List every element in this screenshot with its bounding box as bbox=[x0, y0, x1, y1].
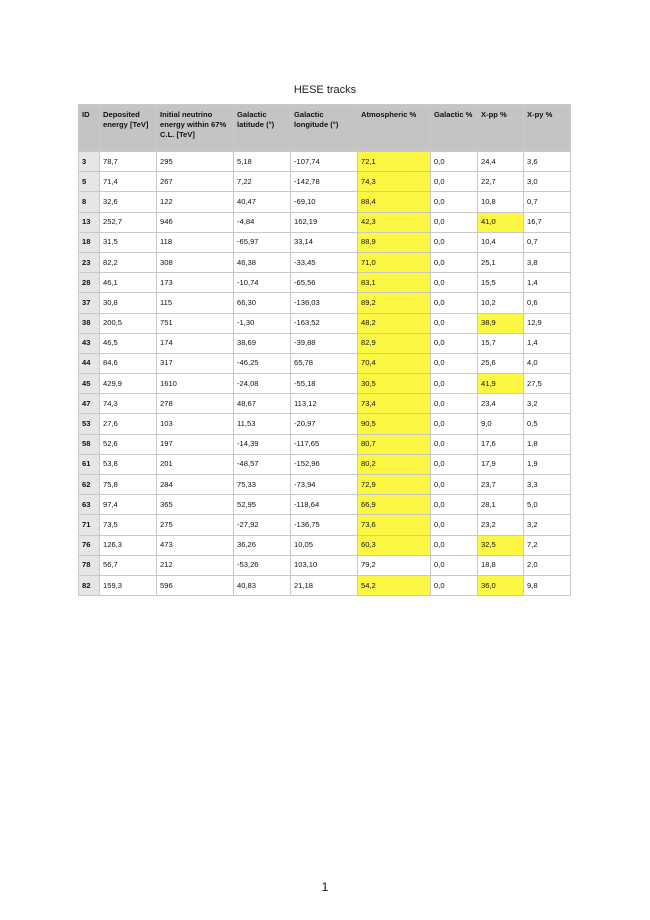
table-cell: 0,0 bbox=[431, 414, 478, 434]
table-cell: 0,0 bbox=[431, 212, 478, 232]
table-cell: 596 bbox=[157, 575, 234, 595]
table-cell: 54,2 bbox=[358, 575, 431, 595]
table-cell: 48,67 bbox=[234, 394, 291, 414]
table-cell: 365 bbox=[157, 495, 234, 515]
table-row bbox=[79, 374, 571, 394]
table-cell: 3,3 bbox=[524, 475, 571, 495]
table-cell: 0,0 bbox=[431, 434, 478, 454]
table-cell: 3,2 bbox=[524, 515, 571, 535]
table-cell: 0,6 bbox=[524, 293, 571, 313]
table-row bbox=[79, 293, 571, 313]
table-cell: 75,8 bbox=[100, 475, 157, 495]
table-cell: 88,9 bbox=[358, 232, 431, 252]
table-cell: 1610 bbox=[157, 374, 234, 394]
table-cell: 73,6 bbox=[358, 515, 431, 535]
table-cell: 7,22 bbox=[234, 172, 291, 192]
table-row bbox=[79, 313, 571, 333]
row-id-cell: 18 bbox=[79, 232, 100, 252]
page-title: HESE tracks bbox=[293, 84, 357, 96]
column-header: Galactic latitude (°) bbox=[234, 105, 291, 152]
table-cell: 278 bbox=[157, 394, 234, 414]
table-cell: 946 bbox=[157, 212, 234, 232]
table-cell: 70,4 bbox=[358, 353, 431, 373]
table-cell: 275 bbox=[157, 515, 234, 535]
row-id-cell: 28 bbox=[79, 273, 100, 293]
table-cell: 60,3 bbox=[358, 535, 431, 555]
column-header: X-pp % bbox=[478, 105, 524, 152]
table-cell: -33,45 bbox=[291, 252, 358, 272]
table-cell: 75,33 bbox=[234, 475, 291, 495]
table-cell: -14,39 bbox=[234, 434, 291, 454]
table-cell: 0,0 bbox=[431, 293, 478, 313]
table-cell: 751 bbox=[157, 313, 234, 333]
table-cell: 0,0 bbox=[431, 495, 478, 515]
table-cell: 40,47 bbox=[234, 192, 291, 212]
table-cell: 52,6 bbox=[100, 434, 157, 454]
table-row bbox=[79, 394, 571, 414]
table-cell: 0,0 bbox=[431, 535, 478, 555]
table-cell: -20,97 bbox=[291, 414, 358, 434]
table-cell: 52,95 bbox=[234, 495, 291, 515]
table-cell: 0,5 bbox=[524, 414, 571, 434]
table-cell: 71,4 bbox=[100, 172, 157, 192]
table-cell: 174 bbox=[157, 333, 234, 353]
table-cell: 0,0 bbox=[431, 152, 478, 172]
page-number: 1 bbox=[321, 880, 329, 894]
table-cell: 42,3 bbox=[358, 212, 431, 232]
table-cell: 30,8 bbox=[100, 293, 157, 313]
table-row bbox=[79, 454, 571, 474]
table-row bbox=[79, 333, 571, 353]
table-cell: 24,4 bbox=[478, 152, 524, 172]
table-cell: 38,9 bbox=[478, 313, 524, 333]
table-cell: -152,96 bbox=[291, 454, 358, 474]
table-cell: 48,2 bbox=[358, 313, 431, 333]
table-cell: 0,7 bbox=[524, 232, 571, 252]
table-cell: -118,64 bbox=[291, 495, 358, 515]
column-header: ID bbox=[79, 105, 100, 152]
row-id-cell: 44 bbox=[79, 353, 100, 373]
table-cell: 74,3 bbox=[358, 172, 431, 192]
table-cell: 53,8 bbox=[100, 454, 157, 474]
row-id-cell: 82 bbox=[79, 575, 100, 595]
row-id-cell: 8 bbox=[79, 192, 100, 212]
table-cell: -48,57 bbox=[234, 454, 291, 474]
table-cell: 126,3 bbox=[100, 535, 157, 555]
table-cell: 41,0 bbox=[478, 212, 524, 232]
table-cell: 0,0 bbox=[431, 273, 478, 293]
table-cell: 31,5 bbox=[100, 232, 157, 252]
table-cell: 36,0 bbox=[478, 575, 524, 595]
row-id-cell: 43 bbox=[79, 333, 100, 353]
table-row bbox=[79, 535, 571, 555]
table-cell: 173 bbox=[157, 273, 234, 293]
table-cell: -65,97 bbox=[234, 232, 291, 252]
table-cell: 16,7 bbox=[524, 212, 571, 232]
table-cell: 23,4 bbox=[478, 394, 524, 414]
table-cell: -107,74 bbox=[291, 152, 358, 172]
table-row bbox=[79, 353, 571, 373]
table-cell: 200,5 bbox=[100, 313, 157, 333]
row-id-cell: 78 bbox=[79, 555, 100, 575]
table-cell: 0,0 bbox=[431, 575, 478, 595]
table-cell: 40,83 bbox=[234, 575, 291, 595]
column-header: Deposited energy [TeV] bbox=[100, 105, 157, 152]
table-cell: -1,30 bbox=[234, 313, 291, 333]
table-cell: 159,3 bbox=[100, 575, 157, 595]
row-id-cell: 62 bbox=[79, 475, 100, 495]
table-cell: 0,0 bbox=[431, 515, 478, 535]
table-cell: 12,9 bbox=[524, 313, 571, 333]
table-cell: 308 bbox=[157, 252, 234, 272]
table-cell: 66,9 bbox=[358, 495, 431, 515]
table-row bbox=[79, 495, 571, 515]
table-cell: 46,1 bbox=[100, 273, 157, 293]
row-id-cell: 58 bbox=[79, 434, 100, 454]
table-cell: -136,75 bbox=[291, 515, 358, 535]
table-cell: 284 bbox=[157, 475, 234, 495]
table-cell: 201 bbox=[157, 454, 234, 474]
table-cell: 212 bbox=[157, 555, 234, 575]
table-cell: 0,7 bbox=[524, 192, 571, 212]
table-row bbox=[79, 555, 571, 575]
table-cell: 23,2 bbox=[478, 515, 524, 535]
table-row bbox=[79, 273, 571, 293]
table-cell: 83,1 bbox=[358, 273, 431, 293]
table-cell: -142,78 bbox=[291, 172, 358, 192]
table-row bbox=[79, 192, 571, 212]
table-cell: 21,18 bbox=[291, 575, 358, 595]
table-cell: 10,2 bbox=[478, 293, 524, 313]
table-cell: 88,4 bbox=[358, 192, 431, 212]
table-cell: 15,7 bbox=[478, 333, 524, 353]
table-cell: 0,0 bbox=[431, 394, 478, 414]
table-cell: 429,9 bbox=[100, 374, 157, 394]
table-cell: -117,65 bbox=[291, 434, 358, 454]
table-cell: 73,4 bbox=[358, 394, 431, 414]
table-cell: 72,9 bbox=[358, 475, 431, 495]
table-row bbox=[79, 515, 571, 535]
table-cell: 10,4 bbox=[478, 232, 524, 252]
table-body bbox=[79, 152, 571, 596]
table-cell: 3,6 bbox=[524, 152, 571, 172]
row-id-cell: 71 bbox=[79, 515, 100, 535]
table-cell: 74,3 bbox=[100, 394, 157, 414]
table-cell: -24,08 bbox=[234, 374, 291, 394]
table-cell: 23,7 bbox=[478, 475, 524, 495]
row-id-cell: 5 bbox=[79, 172, 100, 192]
column-header: Galactic % bbox=[431, 105, 478, 152]
table-cell: -10,74 bbox=[234, 273, 291, 293]
table-cell: -163,52 bbox=[291, 313, 358, 333]
table-cell: 97,4 bbox=[100, 495, 157, 515]
table-cell: 22,7 bbox=[478, 172, 524, 192]
row-id-cell: 37 bbox=[79, 293, 100, 313]
table-row bbox=[79, 475, 571, 495]
table-cell: -73,94 bbox=[291, 475, 358, 495]
table-cell: 5,18 bbox=[234, 152, 291, 172]
table-cell: 33,14 bbox=[291, 232, 358, 252]
table-cell: 2,0 bbox=[524, 555, 571, 575]
table-cell: 32,6 bbox=[100, 192, 157, 212]
table-cell: 80,2 bbox=[358, 454, 431, 474]
table-cell: 103,10 bbox=[291, 555, 358, 575]
table-cell: 0,0 bbox=[431, 475, 478, 495]
table-cell: 32,5 bbox=[478, 535, 524, 555]
table-cell: 18,8 bbox=[478, 555, 524, 575]
table-cell: 0,0 bbox=[431, 353, 478, 373]
table-cell: 30,5 bbox=[358, 374, 431, 394]
table-cell: 25,1 bbox=[478, 252, 524, 272]
table-cell: 38,69 bbox=[234, 333, 291, 353]
table-cell: 89,2 bbox=[358, 293, 431, 313]
table-cell: 66,30 bbox=[234, 293, 291, 313]
table-cell: 4,0 bbox=[524, 353, 571, 373]
table-cell: -65,56 bbox=[291, 273, 358, 293]
row-id-cell: 45 bbox=[79, 374, 100, 394]
column-header: Galactic longitude (°) bbox=[291, 105, 358, 152]
table-cell: 267 bbox=[157, 172, 234, 192]
table-cell: 28,1 bbox=[478, 495, 524, 515]
table-cell: -46,25 bbox=[234, 353, 291, 373]
table-cell: 7,2 bbox=[524, 535, 571, 555]
table-cell: 82,9 bbox=[358, 333, 431, 353]
table-cell: 252,7 bbox=[100, 212, 157, 232]
table-cell: -4,84 bbox=[234, 212, 291, 232]
table-cell: 27,6 bbox=[100, 414, 157, 434]
table-cell: 0,0 bbox=[431, 172, 478, 192]
table-cell: 0,0 bbox=[431, 232, 478, 252]
table-cell: 0,0 bbox=[431, 252, 478, 272]
table-cell: 80,7 bbox=[358, 434, 431, 454]
row-id-cell: 23 bbox=[79, 252, 100, 272]
table-cell: 84,6 bbox=[100, 353, 157, 373]
table-row bbox=[79, 212, 571, 232]
table-cell: 10,05 bbox=[291, 535, 358, 555]
table-cell: 5,0 bbox=[524, 495, 571, 515]
table-cell: 82,2 bbox=[100, 252, 157, 272]
table-cell: 103 bbox=[157, 414, 234, 434]
table-row bbox=[79, 152, 571, 172]
table-cell: 317 bbox=[157, 353, 234, 373]
column-header: X-py % bbox=[524, 105, 571, 152]
table-cell: 27,5 bbox=[524, 374, 571, 394]
table-cell: 0,0 bbox=[431, 555, 478, 575]
table-cell: 17,6 bbox=[478, 434, 524, 454]
table-cell: 11,53 bbox=[234, 414, 291, 434]
table-cell: 162,19 bbox=[291, 212, 358, 232]
table-cell: -53,26 bbox=[234, 555, 291, 575]
table-cell: 78,7 bbox=[100, 152, 157, 172]
table-cell: 0,0 bbox=[431, 454, 478, 474]
table-cell: 90,5 bbox=[358, 414, 431, 434]
table-cell: 15,5 bbox=[478, 273, 524, 293]
table-cell: 46,5 bbox=[100, 333, 157, 353]
table-cell: 56,7 bbox=[100, 555, 157, 575]
table-cell: 197 bbox=[157, 434, 234, 454]
row-id-cell: 76 bbox=[79, 535, 100, 555]
row-id-cell: 13 bbox=[79, 212, 100, 232]
table-cell: 115 bbox=[157, 293, 234, 313]
table-cell: 473 bbox=[157, 535, 234, 555]
column-header: Initial neutrino energy within 67% C.L. [TeV] bbox=[157, 105, 234, 152]
row-id-cell: 47 bbox=[79, 394, 100, 414]
table-cell: 17,9 bbox=[478, 454, 524, 474]
table-cell: 3,8 bbox=[524, 252, 571, 272]
table-cell: 10,8 bbox=[478, 192, 524, 212]
table-cell: 122 bbox=[157, 192, 234, 212]
row-id-cell: 61 bbox=[79, 454, 100, 474]
table-cell: 1,4 bbox=[524, 273, 571, 293]
table-cell: -27,92 bbox=[234, 515, 291, 535]
table-cell: 1,9 bbox=[524, 454, 571, 474]
table-cell: 9,8 bbox=[524, 575, 571, 595]
table-cell: 295 bbox=[157, 152, 234, 172]
table-row bbox=[79, 434, 571, 454]
table-cell: 46,38 bbox=[234, 252, 291, 272]
table-row bbox=[79, 252, 571, 272]
table-cell: 36,26 bbox=[234, 535, 291, 555]
table-cell: 65,78 bbox=[291, 353, 358, 373]
row-id-cell: 63 bbox=[79, 495, 100, 515]
table-row bbox=[79, 172, 571, 192]
table-cell: 73,5 bbox=[100, 515, 157, 535]
table-cell: 72,1 bbox=[358, 152, 431, 172]
table-cell: 118 bbox=[157, 232, 234, 252]
table-cell: 71,0 bbox=[358, 252, 431, 272]
column-header: Atmospheric % bbox=[358, 105, 431, 152]
table-cell: 25,6 bbox=[478, 353, 524, 373]
table-cell: 0,0 bbox=[431, 313, 478, 333]
table-cell: 0,0 bbox=[431, 374, 478, 394]
table-cell: -69,10 bbox=[291, 192, 358, 212]
table-cell: 113,12 bbox=[291, 394, 358, 414]
table-cell: 9,0 bbox=[478, 414, 524, 434]
table-cell: -136,03 bbox=[291, 293, 358, 313]
table-cell: 1,8 bbox=[524, 434, 571, 454]
table-row bbox=[79, 414, 571, 434]
row-id-cell: 53 bbox=[79, 414, 100, 434]
table-cell: 41,9 bbox=[478, 374, 524, 394]
table-row bbox=[79, 575, 571, 595]
table-cell: 3,0 bbox=[524, 172, 571, 192]
table-cell: -39,88 bbox=[291, 333, 358, 353]
table-cell: 0,0 bbox=[431, 333, 478, 353]
row-id-cell: 38 bbox=[79, 313, 100, 333]
table-cell: -55,18 bbox=[291, 374, 358, 394]
table-cell: 0,0 bbox=[431, 192, 478, 212]
table-cell: 79,2 bbox=[358, 555, 431, 575]
table-row bbox=[79, 232, 571, 252]
table-cell: 1,4 bbox=[524, 333, 571, 353]
header-row bbox=[79, 105, 571, 152]
hese-tracks-table bbox=[78, 104, 571, 596]
table-cell: 3,2 bbox=[524, 394, 571, 414]
row-id-cell: 3 bbox=[79, 152, 100, 172]
